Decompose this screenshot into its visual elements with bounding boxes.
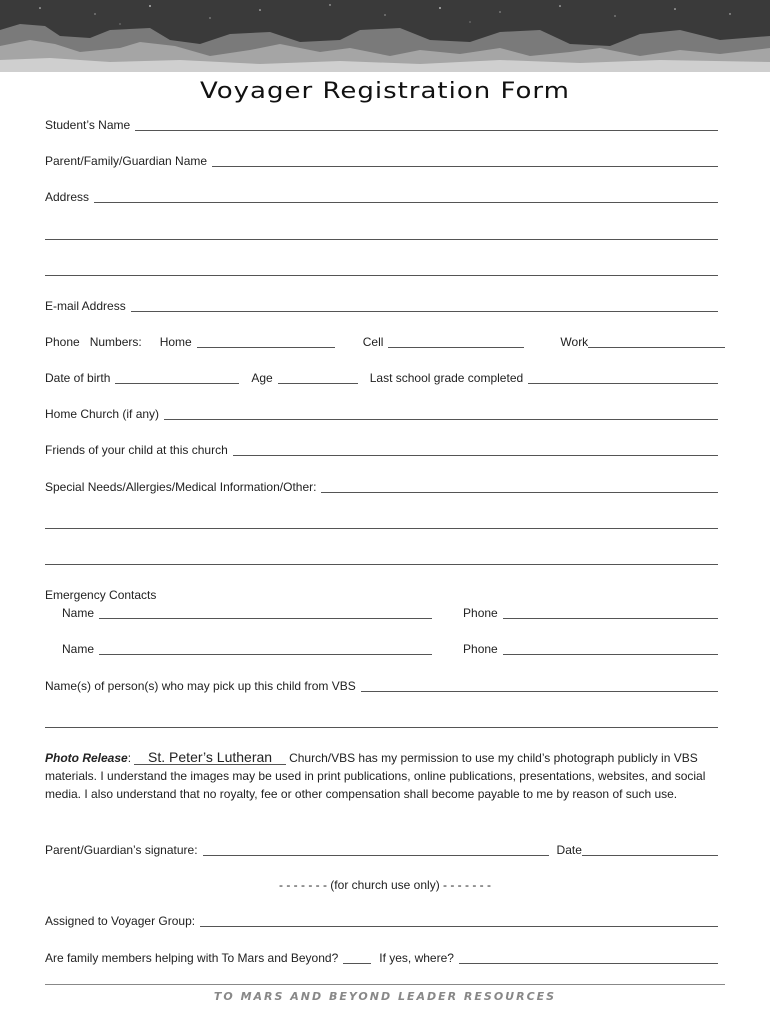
emergency-contacts-label: Emergency Contacts <box>45 588 157 602</box>
special-needs-line-3[interactable] <box>45 564 718 565</box>
footer-divider <box>45 984 725 985</box>
student-name-label: Student’s Name <box>45 118 131 132</box>
signature-line[interactable] <box>203 855 549 856</box>
footer-text: TO MARS AND BEYOND LEADER RESOURCES <box>213 990 557 1003</box>
phone-cell-label: Cell <box>362 335 384 349</box>
emergency-contact-2-row <box>62 641 718 657</box>
ec2-phone-label: Phone <box>463 642 498 656</box>
photo-release-label: Photo Release <box>45 751 128 765</box>
photo-release-church-value[interactable]: St. Peter’s Lutheran <box>134 750 286 765</box>
address-line-1[interactable] <box>94 202 718 203</box>
phone-work-line[interactable] <box>588 347 725 348</box>
student-name-row <box>45 117 718 133</box>
dob-line[interactable] <box>115 383 239 384</box>
address-row <box>45 189 718 205</box>
email-label: E-mail Address <box>45 299 126 313</box>
ec1-phone-label: Phone <box>463 606 498 620</box>
ec2-name-label: Name <box>62 642 95 656</box>
assigned-group-row <box>45 913 718 929</box>
student-name-line[interactable] <box>135 130 718 131</box>
ec2-name-line[interactable] <box>99 654 432 655</box>
special-needs-row-3 <box>45 551 718 567</box>
ec1-phone-line[interactable] <box>503 618 718 619</box>
photo-release-paragraph: Photo Release: St. Peter’s Lutheran Church/VBS has my permission to use my child’s photograph publicly in VBS materials. I understand the images may be used in print publications, online publications, presentations, websites, and social media. I also understand that no royalty, fee or other compensation shall become payable to me by reason of such use. <box>45 749 706 801</box>
last-grade-line[interactable] <box>528 383 718 384</box>
signature-date-line[interactable] <box>582 855 718 856</box>
if-yes-label: If yes, where? <box>379 951 454 965</box>
address-line-3[interactable] <box>45 275 718 276</box>
address-row-2 <box>45 226 718 242</box>
phone-cell-line[interactable] <box>388 347 524 348</box>
family-helping-row <box>45 950 718 966</box>
emergency-contact-1-row <box>62 605 718 621</box>
age-label: Age <box>251 371 273 385</box>
phone-home-line[interactable] <box>197 347 335 348</box>
friends-label: Friends of your child at this church <box>45 443 228 457</box>
special-needs-line-2[interactable] <box>45 528 718 529</box>
photo-release-text: photograph publicly in VBS materials. I understand the images may be used in print publications, online publications, presentations, websites, and social media. I also understand that no royalty, fee or other compensation shall become payable to me by reason of such use. <box>45 751 706 801</box>
if-yes-line[interactable] <box>459 963 718 964</box>
special-needs-row-2 <box>45 515 718 531</box>
signature-label: Parent/Guardian’s signature: <box>45 843 198 857</box>
home-church-line[interactable] <box>164 419 718 420</box>
pickup-line-2[interactable] <box>45 727 718 728</box>
special-needs-line-1[interactable] <box>321 492 718 493</box>
ec1-name-label: Name <box>62 606 95 620</box>
emergency-contacts-heading-row <box>45 587 718 603</box>
friends-line[interactable] <box>233 455 718 456</box>
address-line-2[interactable] <box>45 239 718 240</box>
church-use-divider: - - - - - - - (for church use only) - - - - - - - <box>279 878 491 892</box>
friends-row <box>45 442 718 458</box>
pickup-row-2 <box>45 714 718 730</box>
home-church-label: Home Church (if any) <box>45 407 160 421</box>
ec1-name-line[interactable] <box>99 618 432 619</box>
header-banner-illustration <box>0 0 770 72</box>
pickup-line-1[interactable] <box>361 691 718 692</box>
family-helping-line[interactable] <box>343 963 371 964</box>
email-line[interactable] <box>131 311 718 312</box>
address-row-3 <box>45 262 718 278</box>
age-line[interactable] <box>278 383 358 384</box>
family-helping-label: Are family members helping with To Mars and Beyond? <box>45 951 339 965</box>
pickup-label: Name(s) of person(s) who may pick up this child from VBS <box>45 679 356 693</box>
address-label: Address <box>45 190 90 204</box>
phone-home-label: Home <box>159 335 192 349</box>
ec2-phone-line[interactable] <box>503 654 718 655</box>
assigned-group-label: Assigned to Voyager Group: <box>45 914 196 928</box>
special-needs-row <box>45 479 718 495</box>
dob-row <box>45 370 718 386</box>
last-grade-label: Last school grade completed <box>369 371 524 385</box>
assigned-group-line[interactable] <box>200 926 718 927</box>
phone-numbers-label: Phone Numbers: <box>45 335 142 349</box>
parent-name-row <box>45 153 718 169</box>
phone-work-label: Work <box>560 335 589 349</box>
form-title: Voyager Registration Form <box>200 78 570 104</box>
signature-row <box>45 842 718 858</box>
signature-date-label: Date <box>556 843 582 857</box>
pickup-row <box>45 678 718 694</box>
parent-name-label: Parent/Family/Guardian Name <box>45 154 208 168</box>
photo-release-after-value: Church/VBS has my permission to use my child’s <box>289 751 551 765</box>
email-row <box>45 298 718 314</box>
phone-row <box>45 334 725 350</box>
parent-name-line[interactable] <box>212 166 718 167</box>
dob-label: Date of birth <box>45 371 111 385</box>
home-church-row <box>45 406 718 422</box>
special-needs-label: Special Needs/Allergies/Medical Information/Other: <box>45 480 317 494</box>
